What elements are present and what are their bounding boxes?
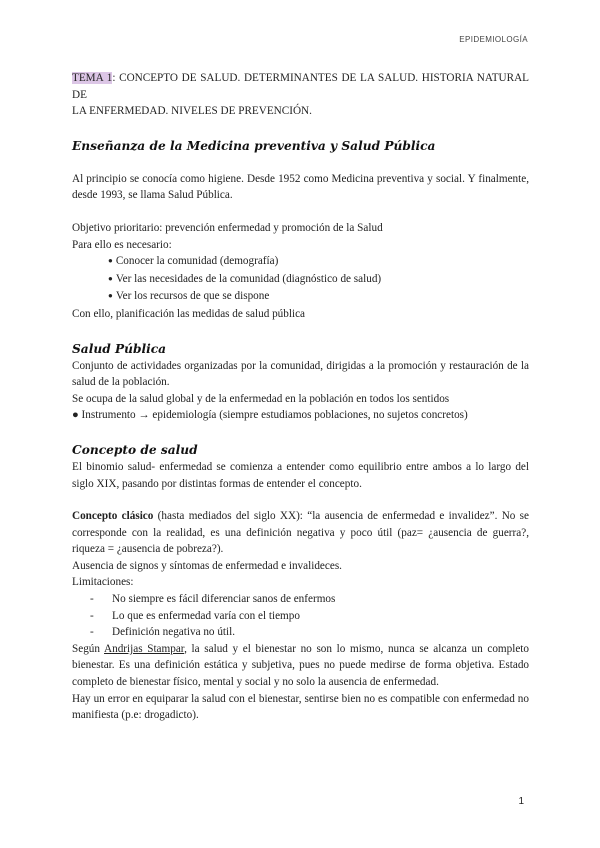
concepto-clasico-text: (hasta mediados del siglo XX): “la ausencia de enfermedad e invalidez”. No se corresponde con la realidad, es una definición negativa y poco útil (paz= ¿ausencia de guerra?, riqueza = ¿ausencia de pobreza?). (72, 510, 530, 556)
dash-marker: - (90, 626, 94, 639)
list-item (90, 608, 529, 625)
list-item (90, 624, 529, 641)
author-name: Andrijas Stampar (104, 642, 185, 655)
page-content (72, 70, 529, 724)
concepto-clasico-label: Concepto clásico (72, 510, 154, 523)
paragraph-stampar (72, 641, 529, 691)
section-heading-ensenanza: Enseñanza de la Medicina preventiva y Salud Pública (72, 138, 436, 153)
list-item (90, 591, 529, 608)
document-title-line-2: LA ENFERMEDAD. NIVELES DE PREVENCIÓN. (72, 105, 312, 118)
dash-marker: - (90, 609, 94, 622)
title-line-1-rest: : CONCEPTO DE SALUD. DETERMINANTES DE LA SALUD. HISTORIA NATURAL DE (72, 72, 529, 101)
paragraph-necessary: Para ello es necesario: (72, 238, 172, 251)
paragraph-objective: Objetivo prioritario: prevención enfermedad y promoción de la Salud (72, 221, 383, 234)
limitaciones-list (72, 591, 529, 641)
list-item: ● Ver los recursos de que se dispone (108, 288, 529, 306)
paragraph-ausencia: Ausencia de signos y síntomas de enfermedad e invalideces. (72, 559, 342, 572)
dash-marker: - (90, 593, 94, 606)
paragraph-closing: Con ello, planificación las medidas de salud pública (72, 307, 306, 320)
list-item-text: Definición negativa no útil. (112, 626, 236, 639)
list-item: ● Ver las necesidades de la comunidad (diagnóstico de salud) (108, 271, 529, 289)
segun-rest: , la salud y el bienestar no son lo mismo, nunca se alcanza un completo bienestar. Es una definición estática y subjetiva, pues no puede medirse de forma objetiva. Estado completo de bienestar físico, mental y social y no solo la ausencia de enfermedad. (72, 642, 529, 689)
paragraph-instrument: ● Instrumento → epidemiología (siempre estudiamos poblaciones, no sujetos concretos) (72, 409, 468, 422)
document-title-line-1 (72, 70, 529, 103)
tema-label: TEMA 1 (72, 72, 113, 84)
paragraph-error: Hay un error en equiparar la salud con el bienestar, sentirse bien no es compatible con enfermedad no manifiesta (p.e: drogadicto). (72, 692, 529, 722)
section-heading-salud-publica: Salud Pública (72, 341, 167, 356)
section-heading-concepto-salud: Concepto de salud (72, 442, 198, 457)
limitaciones-label: Limitaciones: (72, 576, 134, 589)
list-item-text: No siempre es fácil diferenciar sanos de enfermos (112, 593, 336, 606)
page-number: 1 (518, 796, 524, 807)
list-item: ● Conocer la comunidad (demografía) (108, 253, 529, 271)
running-header: EPIDEMIOLOGÍA (459, 35, 528, 44)
paragraph-binomio: El binomio salud- enfermedad se comienza a entender como equilibrio entre ambos a lo largo del siglo XIX, pasando por distintas formas de entender el concepto. (72, 460, 529, 490)
paragraph-concepto-clasico (72, 508, 529, 558)
segun-prefix: Según (72, 642, 105, 655)
paragraph-scope: Se ocupa de la salud global y de la enfermedad en la población en todos los sentidos (72, 392, 450, 405)
needs-list (72, 253, 529, 306)
list-item-text: Lo que es enfermedad varía con el tiempo (112, 609, 300, 622)
paragraph-intro: Al principio se conocía como higiene. Desde 1952 como Medicina preventiva y social. Y finalmente, desde 1993, se llama Salud Pública. (72, 172, 529, 202)
paragraph-definition: Conjunto de actividades organizadas por la comunidad, dirigidas a la promoción y restauración de la salud de la población. (72, 359, 529, 389)
